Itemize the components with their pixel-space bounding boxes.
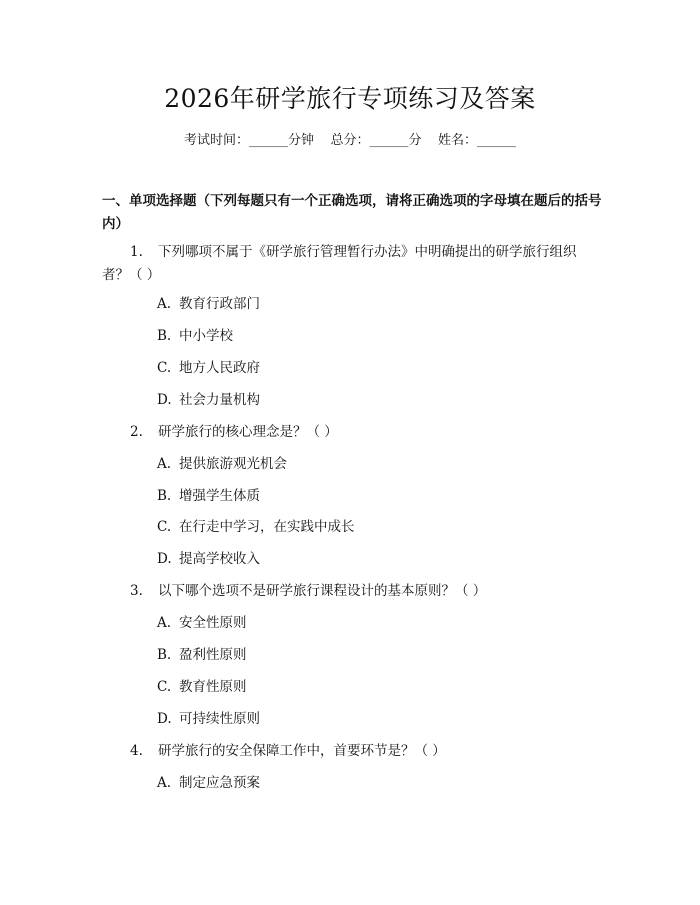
option-letter: D. bbox=[157, 392, 172, 408]
option-3d bbox=[157, 709, 260, 729]
option-letter: D. bbox=[157, 711, 172, 727]
option-2c bbox=[157, 517, 355, 537]
option-letter: C. bbox=[157, 519, 172, 535]
option-text: 教育性原则 bbox=[179, 679, 247, 695]
option-text: 教育行政部门 bbox=[179, 296, 260, 312]
option-letter: B. bbox=[157, 488, 172, 504]
option-2d bbox=[157, 549, 260, 569]
option-4a bbox=[157, 773, 260, 793]
option-1d bbox=[157, 390, 260, 410]
option-text: 可持续性原则 bbox=[179, 711, 260, 727]
option-3a bbox=[157, 613, 247, 633]
option-2a bbox=[157, 454, 287, 474]
question-text: 研学旅行的核心理念是？（ ） bbox=[158, 424, 338, 440]
option-text: 地方人民政府 bbox=[179, 360, 260, 376]
option-text: 社会力量机构 bbox=[179, 392, 260, 408]
question-number: 2. bbox=[130, 424, 143, 440]
question-4 bbox=[102, 740, 602, 763]
question-2 bbox=[102, 421, 602, 444]
option-text: 提高学校收入 bbox=[179, 551, 260, 567]
option-text: 中小学校 bbox=[179, 328, 233, 344]
question-number: 4. bbox=[130, 743, 143, 759]
question-1 bbox=[102, 241, 602, 287]
option-letter: A. bbox=[157, 296, 172, 312]
option-2b bbox=[157, 486, 260, 506]
option-letter: D. bbox=[157, 551, 172, 567]
option-text: 盈利性原则 bbox=[179, 647, 247, 663]
page-title: 2026年研学旅行专项练习及答案 bbox=[164, 84, 536, 113]
option-letter: C. bbox=[157, 360, 172, 376]
option-letter: B. bbox=[157, 647, 172, 663]
option-text: 提供旅游观光机会 bbox=[179, 456, 287, 472]
option-1c bbox=[157, 358, 260, 378]
option-letter: B. bbox=[157, 328, 172, 344]
option-text: 制定应急预案 bbox=[179, 775, 260, 791]
question-number: 1. bbox=[130, 244, 143, 260]
option-text: 增强学生体质 bbox=[179, 488, 260, 504]
option-letter: A. bbox=[157, 775, 172, 791]
option-1b bbox=[157, 326, 233, 346]
option-letter: A. bbox=[157, 456, 172, 472]
option-text: 安全性原则 bbox=[179, 615, 247, 631]
section-heading: 一、单项选择题（下列每题只有一个正确选项，请将正确选项的字母填在题后的括号内） bbox=[102, 193, 602, 232]
option-letter: C. bbox=[157, 679, 172, 695]
option-letter: A. bbox=[157, 615, 172, 631]
question-3 bbox=[102, 580, 602, 603]
question-text: 下列哪项不属于《研学旅行管理暂行办法》中明确提出的研学旅行组织者？（ ） bbox=[102, 244, 577, 283]
option-3c bbox=[157, 677, 247, 697]
option-text: 在行走中学习，在实践中成长 bbox=[179, 519, 355, 535]
question-text: 以下哪个选项不是研学旅行课程设计的基本原则？（ ） bbox=[158, 583, 487, 599]
option-3b bbox=[157, 645, 247, 665]
question-text: 研学旅行的安全保障工作中，首要环节是？（ ） bbox=[158, 743, 446, 759]
exam-info-line: 考试时间：______分钟 总分：______分 姓名：______ bbox=[183, 133, 517, 148]
question-number: 3. bbox=[130, 583, 143, 599]
option-1a bbox=[157, 294, 260, 314]
